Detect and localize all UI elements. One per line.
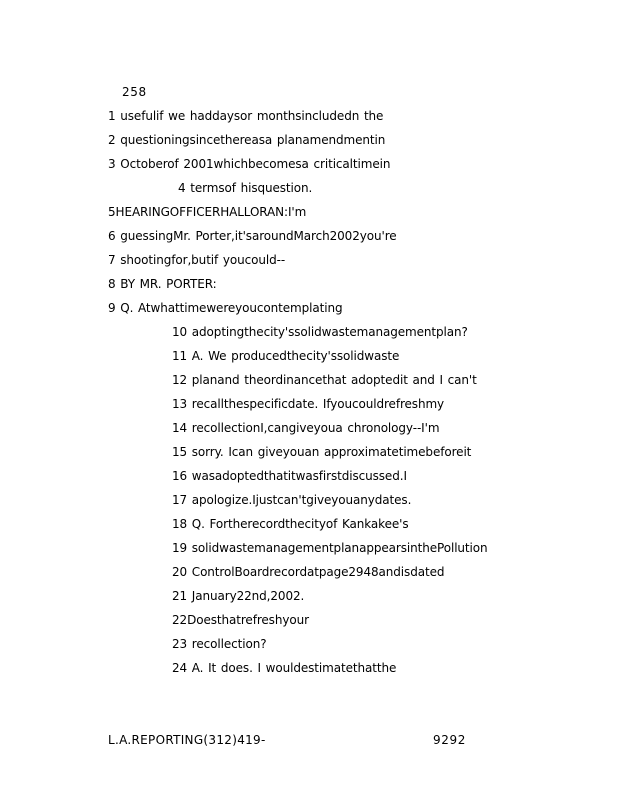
transcript-line-10: 10 adoptingthecity'ssolidwastemanagementplan?: [172, 325, 468, 339]
transcript-line-13: 13 recallthespecificdate. Ifyoucouldrefreshmy: [172, 397, 445, 411]
transcript-line-24: 24 A. It does. I wouldestimatethatthe: [172, 661, 397, 675]
transcript-line-16: 16 wasadoptedthatitwasfirstdiscussed.I: [172, 469, 407, 483]
transcript-line-5: 5HEARINGOFFICERHALLORAN:I'm: [108, 205, 307, 219]
transcript-line-3: 3 Octoberof 2001whichbecomesa criticaltimein: [108, 157, 391, 171]
transcript-line-17: 17 apologize.Ijustcan'tgiveyouanydates.: [172, 493, 412, 507]
footer-phone-suffix: 9292: [433, 733, 466, 747]
transcript-line-4: 4 termsof hisquestion.: [178, 181, 313, 195]
transcript-line-18: 18 Q. Fortherecordthecityof Kankakee's: [172, 517, 409, 531]
page-number: 258: [122, 85, 147, 99]
transcript-line-15: 15 sorry. Ican giveyouan approximatetimebeforeit: [172, 445, 472, 459]
transcript-line-14: 14 recollectionI,cangiveyoua chronology--I'm: [172, 421, 440, 435]
transcript-line-12: 12 planand theordinancethat adoptedit and I can't: [172, 373, 477, 387]
footer-reporter: L.A.REPORTING(312)419-: [108, 733, 266, 747]
transcript-line-19: 19 solidwastemanagementplanappearsinthePollution: [172, 541, 488, 555]
transcript-line-11: 11 A. We producedthecity'ssolidwaste: [172, 349, 400, 363]
transcript-line-7: 7 shootingfor,butif youcould--: [108, 253, 286, 267]
transcript-line-2: 2 questioningsincethereasa planamendmentin: [108, 133, 386, 147]
transcript-line-9: 9 Q. Atwhattimewereyoucontemplating: [108, 301, 343, 315]
transcript-line-6: 6 guessingMr. Porter,it'saroundMarch2002you're: [108, 229, 397, 243]
transcript-line-8: 8 BY MR. PORTER:: [108, 277, 217, 291]
transcript-line-22: 22Doesthatrefreshyour: [172, 613, 309, 627]
transcript-line-1: 1 usefulif we haddaysor monthsincludedn the: [108, 109, 384, 123]
transcript-line-20: 20 ControlBoardrecordatpage2948andisdated: [172, 565, 445, 579]
transcript-line-23: 23 recollection?: [172, 637, 267, 651]
transcript-line-21: 21 January22nd,2002.: [172, 589, 305, 603]
